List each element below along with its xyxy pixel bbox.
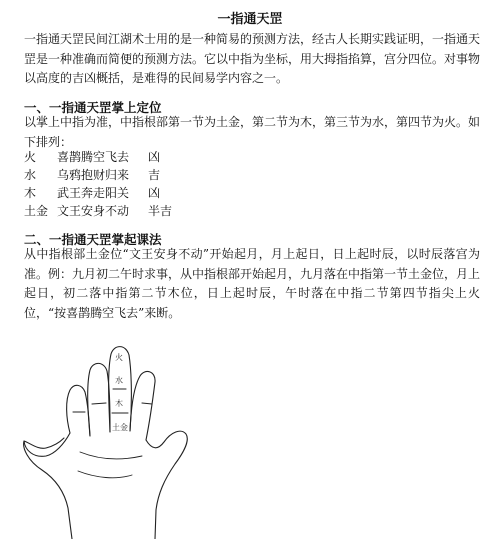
section1-body: 以掌上中指为准，中指根部第一节为土金，第二节为木，第三节为水，第四节为火。如下排列：: [24, 115, 481, 149]
page-title: 一指通天罡: [217, 12, 283, 27]
wood-label: 木: [115, 399, 123, 408]
fate-cell: 凶: [148, 150, 161, 164]
fate-cell: 半吉: [148, 204, 173, 218]
verse-cell: 喜鹊腾空飞去: [57, 150, 130, 164]
element-cell: 火: [24, 150, 37, 164]
element-cell: 木: [24, 186, 37, 200]
earth-metal-label: 土金: [112, 423, 128, 432]
verse-cell: 乌鸦抱财归来: [57, 168, 130, 182]
section2-body: 从中指根部土金位“文王安身不动”开始起月，月上起日，日上起时辰，以时辰落宫为准。例：九月初二午时求事，从中指根部开始起月，九月落在中指第一节土金位，月上起日，初二落中指第二节木位，日上起时辰，午时落在中指二节第四节指尖上火位，“按喜鹊腾空飞去”来断。: [24, 247, 481, 320]
fire-label: 火: [115, 353, 123, 362]
fate-cell: 吉: [148, 168, 161, 182]
verse-cell: 武王奔走阳关: [57, 186, 130, 200]
fate-cell: 凶: [148, 186, 161, 200]
water-label: 水: [115, 376, 123, 385]
element-cell: 土金: [24, 204, 49, 218]
element-cell: 水: [24, 168, 37, 182]
section2-heading: 二、一指通天罡掌起课法: [24, 232, 162, 247]
intro-paragraph: 一指通天罡民间江湖术士用的是一种简易的预测方法，经古人长期实践证明，一指通天罡是一种准确而简便的预测方法。它以中指为坐标，用大拇指掐算，宫分四位。对事物以高度的吉凶概括，是难得的民间易学内容之一。: [24, 32, 481, 85]
verse-cell: 文王安身不动: [57, 204, 130, 218]
section1-heading: 一、一指通天罡掌上定位: [24, 100, 162, 115]
hand-illustration: [18, 328, 218, 539]
